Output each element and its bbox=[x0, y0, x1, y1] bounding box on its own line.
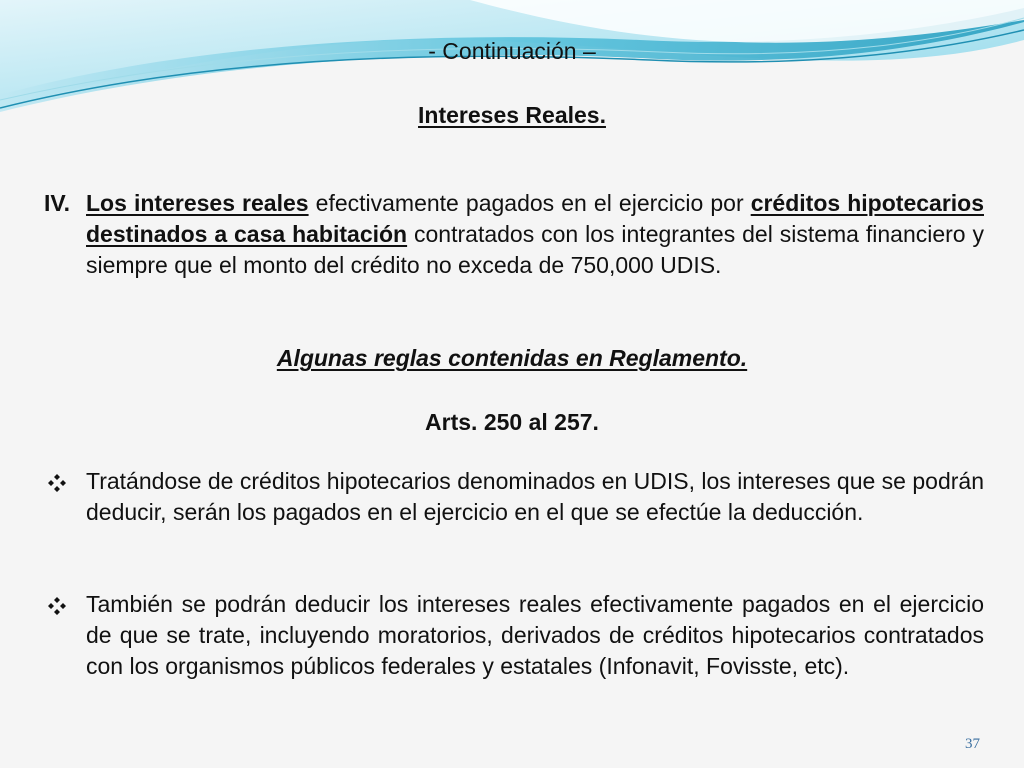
articles-reference: Arts. 250 al 257. bbox=[425, 409, 599, 435]
section-title: Intereses Reales. bbox=[418, 102, 606, 128]
item-iv-marker: IV. bbox=[44, 190, 71, 216]
item-iv-term-2: créditos hipotecarios destinados a casa habitación bbox=[86, 190, 984, 247]
item-iv-term-1: Los intereses reales bbox=[86, 190, 309, 216]
four-diamond-bullet-icon bbox=[48, 474, 66, 492]
bullet-paragraph-2: También se podrán deducir los intereses reales efectivamente pagados en el ejercicio de que se trate, incluyendo moratorios, derivados de créditos hipotecarios contratados con los organismos públicos federales y estatales (Infonavit, Fovisste, etc). bbox=[86, 591, 984, 679]
rules-heading: Algunas reglas contenidas en Reglamento. bbox=[276, 345, 748, 371]
item-iv-text-2: contratados con los integrantes del sistema financiero y siempre que el monto del crédito no exceda de 750,000 UDIS. bbox=[86, 221, 984, 278]
page-number: 37 bbox=[965, 736, 980, 752]
bullet-paragraph-1: Tratándose de créditos hipotecarios denominados en UDIS, los intereses que se podrán deducir, serán los pagados en el ejercicio en el que se efectúe la deducción. bbox=[86, 468, 984, 525]
continuation-label: - Continuación – bbox=[428, 38, 596, 64]
four-diamond-bullet-icon bbox=[48, 597, 66, 615]
item-iv-text-1: efectivamente pagados en el ejercicio por bbox=[308, 190, 751, 216]
item-iv-paragraph bbox=[86, 188, 984, 281]
